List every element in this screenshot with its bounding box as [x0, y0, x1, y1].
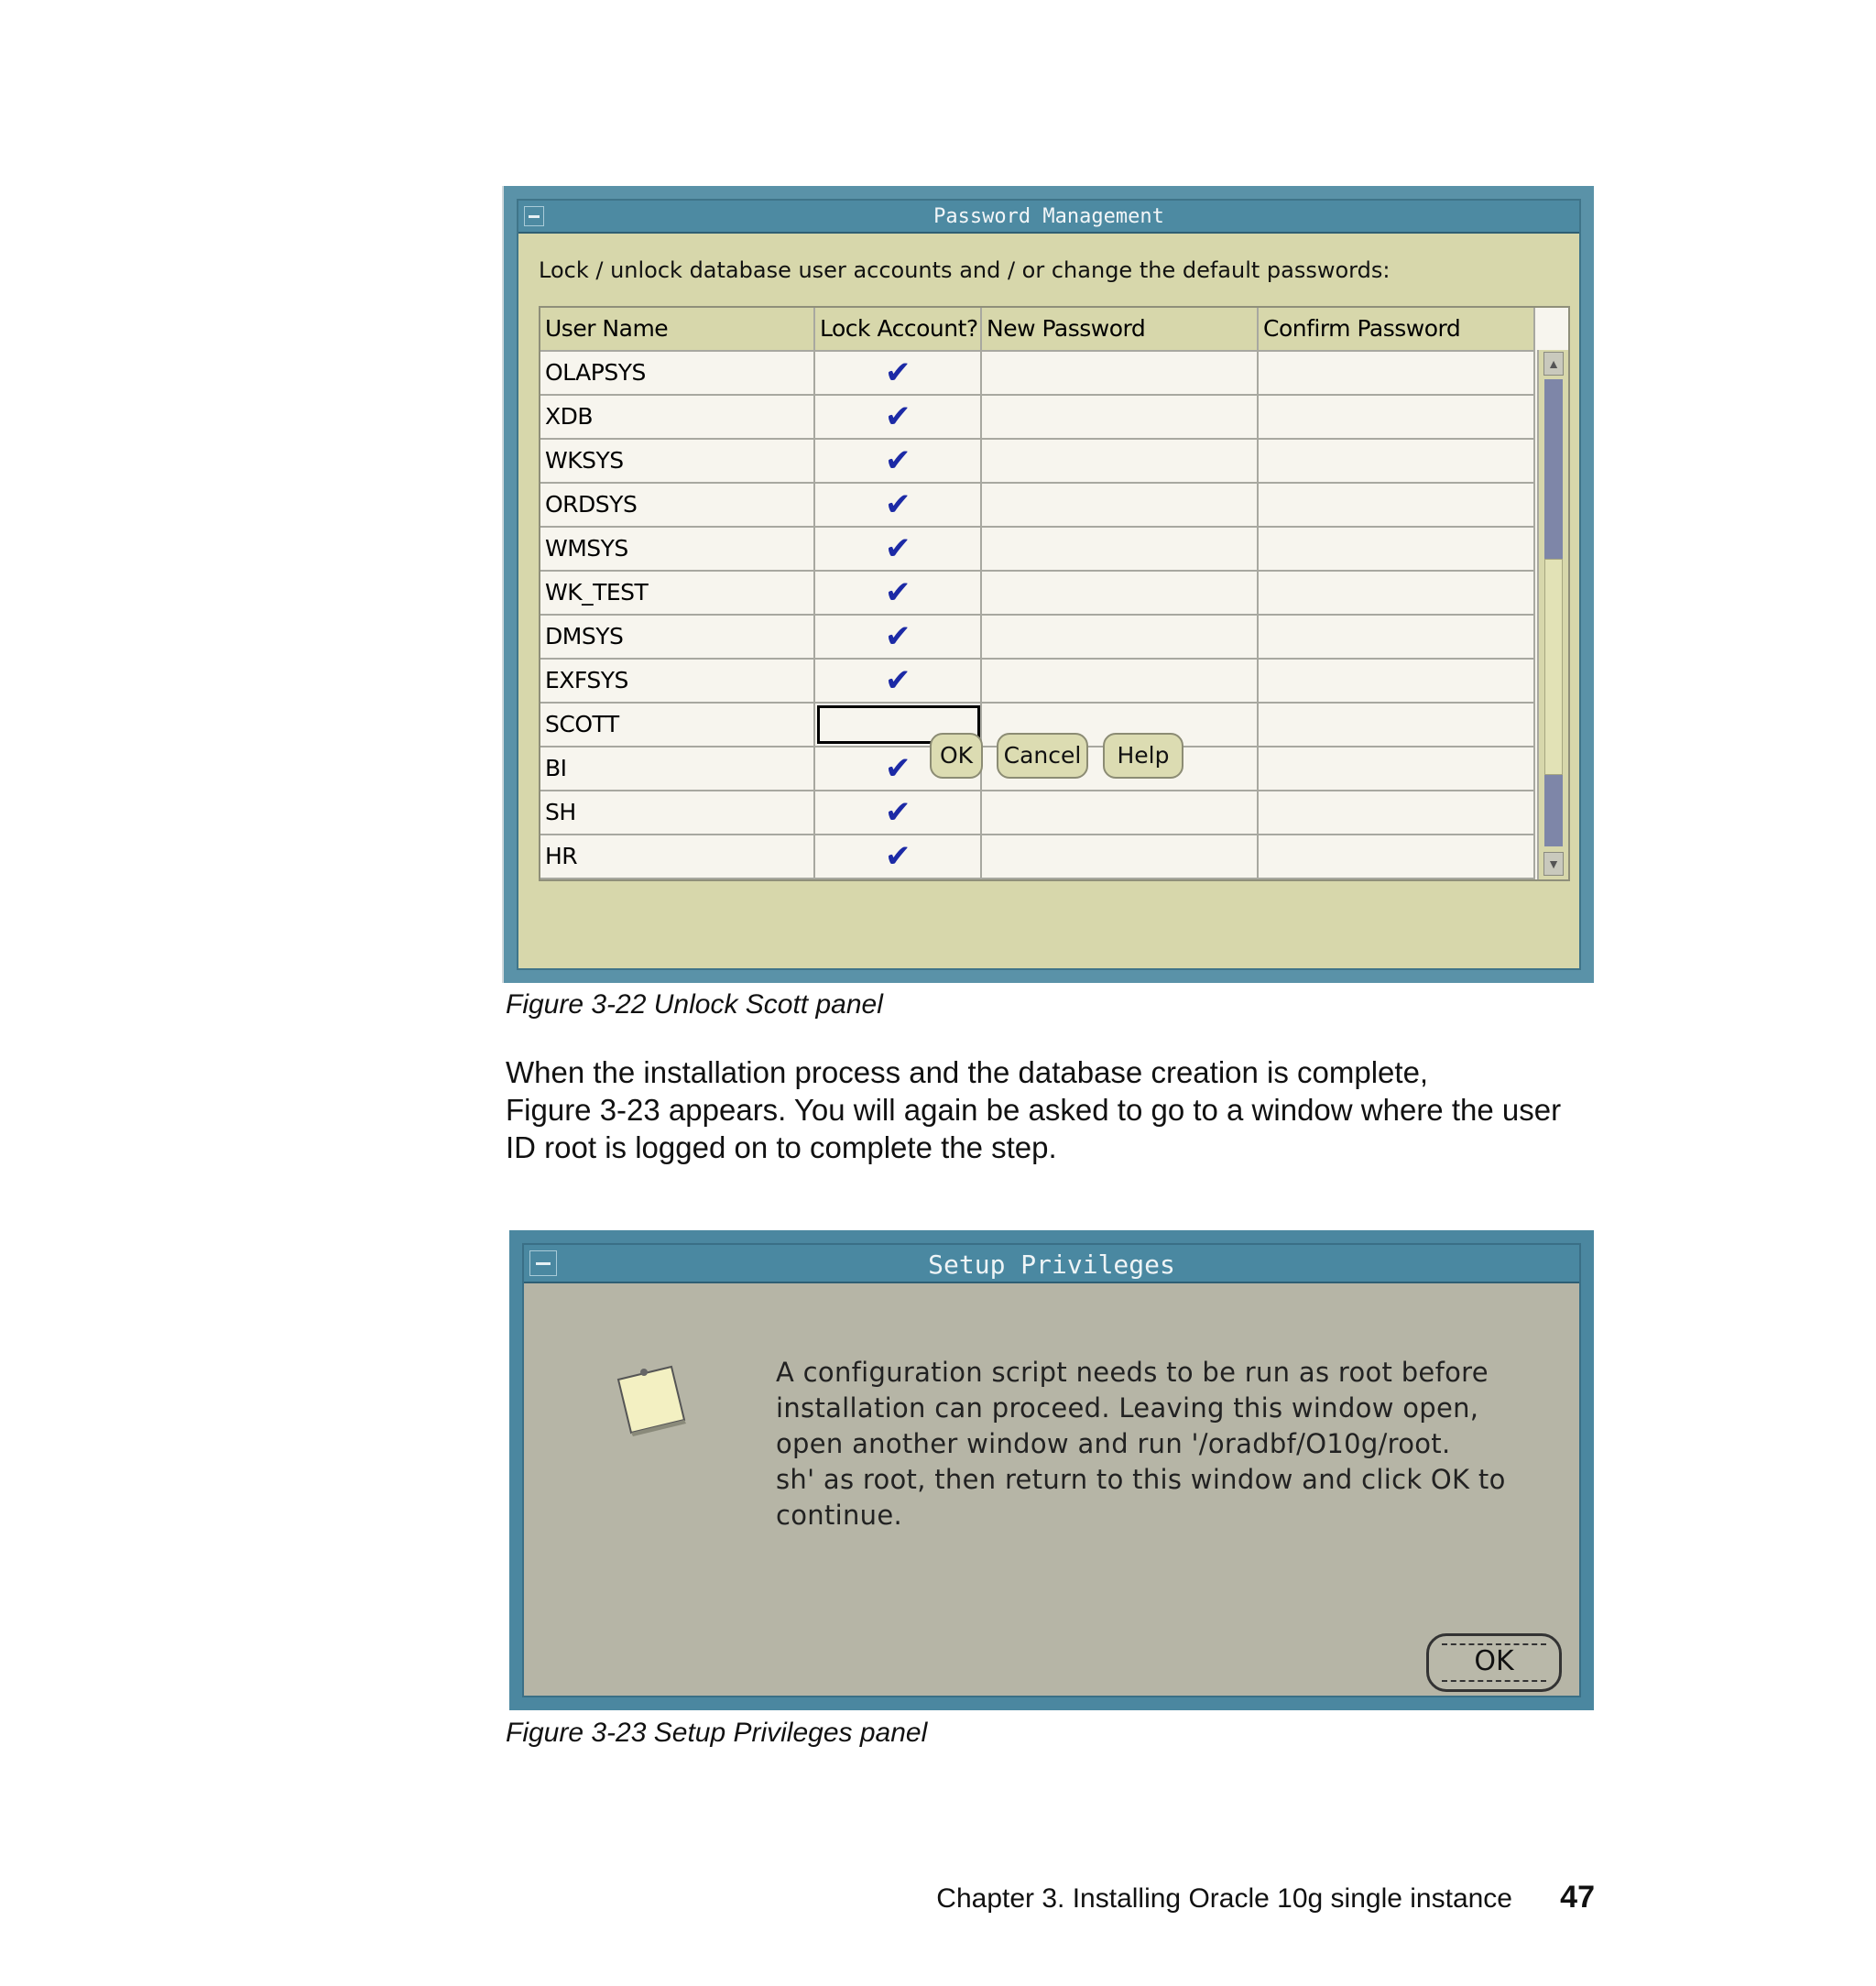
scroll-track-bottom[interactable]	[1544, 775, 1563, 846]
password-management-dialog	[504, 186, 1594, 983]
confirm-password-field[interactable]	[1259, 572, 1535, 614]
password-management-body	[517, 199, 1581, 970]
new-password-field[interactable]	[982, 352, 1259, 394]
new-password-field[interactable]	[982, 484, 1259, 526]
checkmark-icon: ✔	[885, 530, 911, 567]
checkmark-icon: ✔	[885, 838, 911, 875]
lock-account-checkbox[interactable]	[815, 484, 982, 526]
setup-message	[776, 1355, 1573, 1533]
column-header-lock-account[interactable]: Lock Account?	[815, 308, 982, 350]
lock-account-checkbox[interactable]	[815, 791, 982, 834]
confirm-password-field[interactable]	[1259, 396, 1535, 438]
setup-privileges-dialog	[509, 1230, 1594, 1710]
table-header-row	[540, 308, 1535, 352]
table-row[interactable]	[540, 352, 1535, 396]
table-row[interactable]	[540, 616, 1535, 660]
checkmark-icon: ✔	[885, 750, 911, 787]
scroll-thumb[interactable]	[1544, 559, 1563, 775]
accounts-table	[539, 306, 1570, 881]
user-name-cell[interactable]: EXFSYS	[540, 660, 815, 702]
lock-account-checkbox[interactable]	[815, 352, 982, 394]
table-row[interactable]	[540, 572, 1535, 616]
message-line: A configuration script needs to be run as root before	[776, 1357, 1489, 1388]
lock-account-checkbox[interactable]	[815, 835, 982, 878]
user-name-cell[interactable]: SCOTT	[540, 704, 815, 746]
table-scrollbar[interactable]	[1537, 350, 1568, 879]
user-name-cell[interactable]: XDB	[540, 396, 815, 438]
scroll-track-top[interactable]	[1544, 379, 1563, 559]
new-password-field[interactable]	[982, 616, 1259, 658]
lock-account-checkbox[interactable]	[815, 572, 982, 614]
cancel-button[interactable]: Cancel	[997, 733, 1088, 779]
chapter-title: Chapter 3. Installing Oracle 10g single instance	[936, 1883, 1512, 1914]
dialog-title: Password Management	[933, 205, 1164, 228]
body-line: Figure 3-23 appears. You will again be asked to go to a window where the user	[506, 1093, 1562, 1127]
setup-privileges-body	[522, 1243, 1581, 1697]
instruction-text: Lock / unlock database user accounts and / or change the default passwords:	[539, 257, 1391, 283]
lock-account-checkbox[interactable]	[815, 396, 982, 438]
confirm-password-field[interactable]	[1259, 747, 1535, 790]
user-name-cell[interactable]: WK_TEST	[540, 572, 815, 614]
table-row[interactable]	[540, 528, 1535, 572]
user-name-cell[interactable]: BI	[540, 747, 815, 790]
confirm-password-field[interactable]	[1259, 528, 1535, 570]
user-name-cell[interactable]: DMSYS	[540, 616, 815, 658]
confirm-password-field[interactable]	[1259, 660, 1535, 702]
column-header-confirm-password[interactable]: Confirm Password	[1259, 308, 1535, 350]
new-password-field[interactable]	[982, 791, 1259, 834]
checkmark-icon: ✔	[885, 794, 911, 831]
setup-ok-label: OK	[1474, 1645, 1514, 1677]
lock-account-checkbox[interactable]	[815, 660, 982, 702]
scroll-up-icon[interactable]: ▲	[1543, 352, 1564, 376]
confirm-password-field[interactable]	[1259, 440, 1535, 482]
confirm-password-field[interactable]	[1259, 484, 1535, 526]
lock-account-checkbox[interactable]	[815, 528, 982, 570]
checkmark-icon: ✔	[885, 662, 911, 699]
checkmark-icon: ✔	[885, 355, 911, 391]
user-name-cell[interactable]: WKSYS	[540, 440, 815, 482]
user-name-cell[interactable]: HR	[540, 835, 815, 878]
message-line: open another window and run '/oradbf/O10g/root.	[776, 1428, 1451, 1459]
confirm-password-field[interactable]	[1259, 352, 1535, 394]
new-password-field[interactable]	[982, 660, 1259, 702]
body-paragraph	[506, 1053, 1605, 1166]
note-icon	[611, 1359, 693, 1442]
checkmark-icon: ✔	[885, 398, 911, 435]
table-row[interactable]	[540, 791, 1535, 835]
checkmark-icon: ✔	[885, 442, 911, 479]
confirm-password-field[interactable]	[1259, 791, 1535, 834]
checkmark-icon: ✔	[885, 486, 911, 523]
new-password-field[interactable]	[982, 528, 1259, 570]
dialog-title: Setup Privileges	[928, 1249, 1175, 1280]
table-row[interactable]	[540, 396, 1535, 440]
table-row[interactable]	[540, 660, 1535, 704]
new-password-field[interactable]	[982, 835, 1259, 878]
new-password-field[interactable]	[982, 572, 1259, 614]
user-name-cell[interactable]: SH	[540, 791, 815, 834]
table-row[interactable]	[540, 440, 1535, 484]
ok-button[interactable]: OK	[930, 733, 983, 779]
password-management-titlebar[interactable]	[518, 201, 1579, 234]
user-name-cell[interactable]: OLAPSYS	[540, 352, 815, 394]
message-line: installation can proceed. Leaving this window open,	[776, 1392, 1479, 1424]
table-row[interactable]	[540, 484, 1535, 528]
figure-caption: Figure 3-22 Unlock Scott panel	[506, 989, 883, 1020]
message-line: continue.	[776, 1500, 903, 1531]
lock-account-checkbox[interactable]	[815, 440, 982, 482]
new-password-field[interactable]	[982, 440, 1259, 482]
confirm-password-field[interactable]	[1259, 704, 1535, 746]
checkmark-icon: ✔	[885, 574, 911, 611]
focus-ring	[1442, 1643, 1546, 1682]
column-header-new-password[interactable]: New Password	[982, 308, 1259, 350]
table-row[interactable]	[540, 835, 1535, 879]
lock-account-checkbox[interactable]	[815, 616, 982, 658]
body-line: When the installation process and the database creation is complete,	[506, 1055, 1429, 1089]
message-line: sh' as root, then return to this window and click OK to	[776, 1464, 1506, 1495]
confirm-password-field[interactable]	[1259, 835, 1535, 878]
confirm-password-field[interactable]	[1259, 616, 1535, 658]
user-name-cell[interactable]: WMSYS	[540, 528, 815, 570]
checkmark-icon: ✔	[885, 618, 911, 655]
user-name-cell[interactable]: ORDSYS	[540, 484, 815, 526]
page-number: 47	[1560, 1880, 1595, 1915]
setup-privileges-titlebar[interactable]	[524, 1245, 1579, 1283]
column-header-user-name[interactable]: User Name	[540, 308, 815, 350]
scroll-down-icon[interactable]: ▼	[1543, 852, 1564, 876]
help-button[interactable]: Help	[1103, 733, 1183, 779]
figure-caption: Figure 3-23 Setup Privileges panel	[506, 1718, 928, 1748]
new-password-field[interactable]	[982, 396, 1259, 438]
body-line: ID root is logged on to complete the step.	[506, 1130, 1057, 1164]
setup-ok-button[interactable]	[1426, 1633, 1562, 1692]
